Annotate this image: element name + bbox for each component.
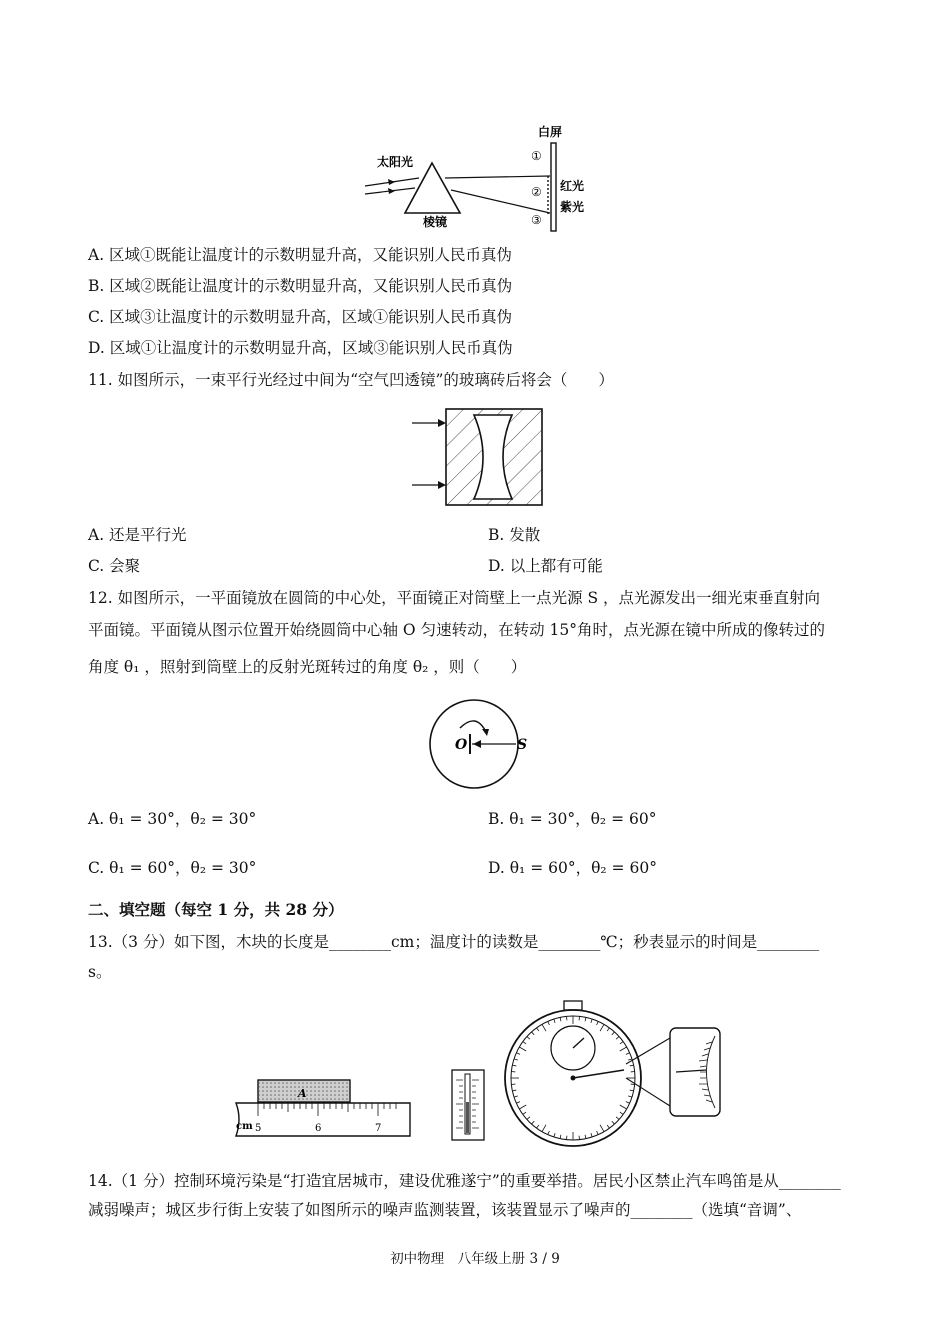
q11-option-b[interactable]: B. 发散 (488, 526, 541, 544)
q13-stem-line1: 13.（3 分）如下图，木块的长度是________cm；温度计的读数是________℃；秒表显示的时间是________ (88, 933, 820, 951)
source-s-label: S (517, 737, 528, 753)
thermometer-figure (450, 1068, 486, 1142)
section2-title: 二、填空题（每空 1 分，共 28 分） (88, 900, 344, 919)
screen-label: 白屏 (538, 125, 563, 139)
ruler-tick-5: 5 (255, 1123, 262, 1134)
q12-stem-line3: 角度 θ₁ ，照射到筒壁上的反射光斑转过的角度 θ₂ ，则（ ） (88, 658, 527, 676)
violet-label: 紫光 (560, 200, 585, 214)
q10-option-d[interactable]: D. 区域①让温度计的示数明显升高，区域③能识别人民币真伪 (88, 339, 513, 357)
region-1: ① (531, 149, 542, 163)
q12-option-a[interactable]: A. θ₁ = 30°，θ₂ = 30° (88, 810, 257, 828)
q12-option-c[interactable]: C. θ₁ = 60°，θ₂ = 30° (88, 859, 257, 877)
q10-option-c[interactable]: C. 区域③让温度计的示数明显升高，区域①能识别人民币真伪 (88, 308, 513, 326)
glass-brick-figure (408, 405, 548, 510)
q10-option-a[interactable]: A. 区域①既能让温度计的示数明显升高，又能识别人民币真伪 (88, 246, 513, 264)
ruler-tick-7: 7 (375, 1123, 382, 1134)
sun-label: 太阳光 (377, 155, 414, 169)
stopwatch-figure (500, 998, 725, 1148)
q11-option-c[interactable]: C. 会聚 (88, 557, 141, 575)
q12-stem-line2: 平面镜。平面镜从图示位置开始绕圆筒中心轴 O 匀速转动，在转动 15°角时，点光源在镜中所成的像转过的 (88, 621, 825, 639)
q14-stem-line2: 减弱噪声；城区步行街上安装了如图所示的噪声监测装置，该装置显示了噪声的________（选填“音调”、 (88, 1201, 802, 1219)
q10-option-b[interactable]: B. 区域②既能让温度计的示数明显升高，又能识别人民币真伪 (88, 277, 513, 295)
center-o-label: O (455, 737, 468, 753)
cylinder-figure (420, 698, 530, 793)
page-footer: 初中物理 八年级上册 3 / 9 (390, 1251, 560, 1267)
q12-option-b[interactable]: B. θ₁ = 30°，θ₂ = 60° (488, 810, 657, 828)
q14-stem-line1: 14.（1 分）控制环境污染是“打造宜居城市，建设优雅遂宁”的重要举措。居民小区禁止汽车鸣笛是从________ (88, 1172, 841, 1190)
q12-option-d[interactable]: D. θ₁ = 60°，θ₂ = 60° (488, 859, 657, 877)
q13-stem-line2: s。 (88, 963, 112, 981)
q11-stem: 11. 如图所示，一束平行光经过中间为“空气凹透镜”的玻璃砖后将会（ ） (88, 371, 614, 389)
ruler-unit: cm (236, 1121, 253, 1132)
region-3: ③ (531, 213, 542, 227)
ruler-figure (222, 1074, 414, 1140)
block-label: A (298, 1087, 307, 1100)
prism-label: 棱镜 (423, 215, 448, 229)
q11-option-d[interactable]: D. 以上都有可能 (488, 557, 603, 575)
red-label: 红光 (560, 179, 585, 193)
q12-stem-line1: 12. 如图所示，一平面镜放在圆筒的中心处，平面镜正对筒壁上一点光源 S ，点光源发出一细光束垂直射向 (88, 589, 821, 607)
prism-figure (355, 118, 605, 233)
ruler-tick-6: 6 (315, 1123, 322, 1134)
region-2: ② (531, 185, 542, 199)
q11-option-a[interactable]: A. 还是平行光 (88, 526, 187, 544)
